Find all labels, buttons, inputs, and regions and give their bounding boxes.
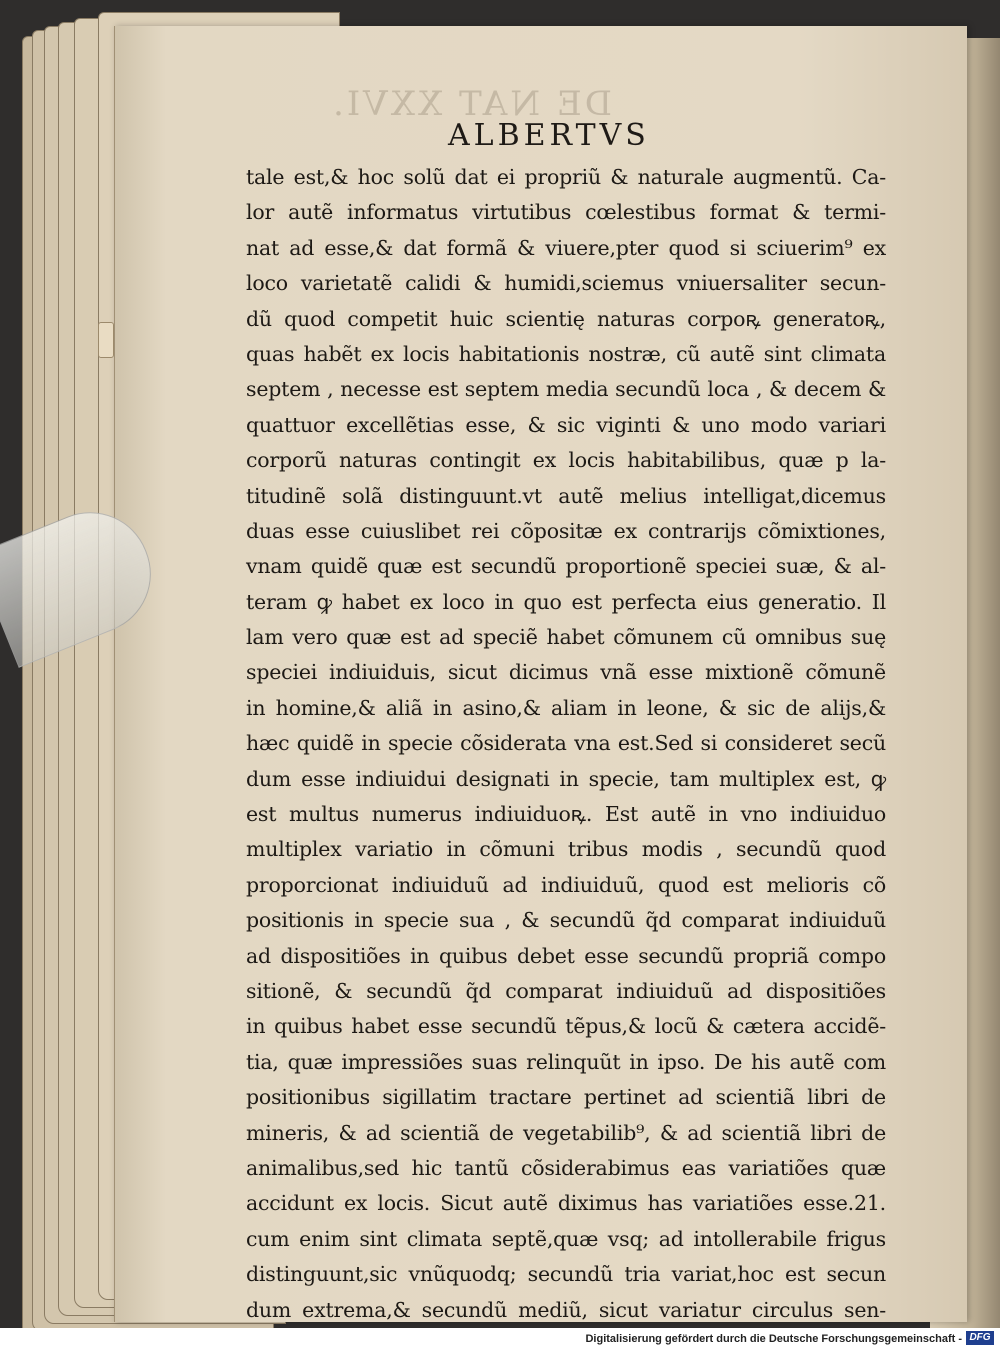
text-line: in homine,& aliã in asino,& aliam in leone, & sic de alijs,&: [246, 695, 886, 720]
text-line: corporũ naturas contingit ex locis habitabilibus, quæ p la-: [246, 448, 886, 473]
text-line: cum enim sint climata septẽ,quæ vsq; ad intollerabile frigus: [246, 1226, 886, 1251]
text-line: hæc quidẽ in specie cõsiderata vna est.Sed si consideret secũ: [246, 731, 886, 756]
text-line: septem , necesse est septem media secundũ loca , & decem &: [246, 377, 886, 402]
text-line: lor autẽ informatus virtutibus cœlestibus format & termi-: [246, 200, 886, 225]
text-line: nat ad esse,& dat formã & viuere,pter quod si sciuerim⁹ ex: [246, 235, 886, 260]
text-line: ad dispositiões in quibus debet esse secundũ propriã compo: [246, 943, 886, 968]
text-line: dum esse indiuidui designati in specie, tam multiplex est, ꝙ: [246, 766, 886, 791]
text-line: titudinẽ solã distinguunt.vt autẽ melius intelligat,dicemus: [246, 483, 886, 508]
text-line: lam vero quæ est ad speciẽ habet cõmunem cũ omnibus suę: [246, 625, 886, 650]
text-line: in quibus habet esse secundũ tẽpus,& locũ & cætera accidẽ-: [246, 1014, 886, 1039]
running-head: ALBERTVS: [448, 118, 650, 153]
text-line: quas habẽt ex locis habitationis nostræ, cũ autẽ sint climata: [246, 341, 886, 366]
text-line: tale est,& hoc solũ dat ei propriũ & naturale augmentũ. Ca-: [246, 165, 886, 189]
text-line: loco varietatẽ calidi & humidi,sciemus vniuersaliter secun-: [246, 271, 886, 296]
dfg-logo-icon: DFG: [966, 1331, 994, 1345]
text-line: dum extrema,& secundũ mediũ, sicut variatur circulus sen-: [246, 1297, 886, 1322]
footer-credit-bar: [0, 1328, 1000, 1347]
text-line: multiplex variatio in cõmuni tribus modis , secundũ quod: [246, 837, 886, 862]
text-line: vnam quidẽ quæ est secundũ proportionẽ speciei suæ, & al-: [246, 554, 886, 579]
text-line: mineris, & ad scientiã de vegetabilib⁹, & ad scientiã libri de: [246, 1120, 886, 1145]
text-line: speciei indiuiduis, sicut dicimus vnã esse mixtionẽ cõmunẽ: [246, 660, 886, 685]
page-tab: [98, 322, 114, 358]
text-line: duas esse cuiuslibet rei cõpositæ ex contrarijs cõmixtiones,: [246, 518, 886, 543]
text-line: distinguunt,sic vnũquodq; secundũ tria variat,hoc est secun: [246, 1262, 886, 1287]
body-text: [246, 160, 886, 1328]
text-line: animalibus,sed hic tantũ cõsiderabimus eas variatiões quæ: [246, 1155, 886, 1180]
text-line: accidunt ex locis. Sicut autẽ diximus has variatiões esse.21.: [246, 1191, 886, 1216]
text-line: proporcionat indiuiduũ ad indiuiduũ, quod est melioris cõ: [246, 872, 886, 897]
text-line: positionibus sigillatim tractare pertinet ad scientiã libri de: [246, 1085, 886, 1110]
text-line: positionis in specie sua , & secundũ q̃d comparat indiuiduũ: [246, 908, 886, 933]
text-line: quattuor excellẽtias esse, & sic viginti & uno modo variari: [246, 412, 886, 437]
text-line: tia, quæ impressiões suas relinquũt in ipso. De his autẽ com: [246, 1049, 886, 1074]
text-line: teram ꝙ habet ex loco in quo est perfecta eius generatio. Il: [246, 589, 886, 614]
footer-credit-text: Digitalisierung gefördert durch die Deutsche Forschungsgemeinschaft -: [585, 1333, 962, 1345]
show-through-header: DE NAT XXVI.: [330, 84, 613, 124]
text-line: dũ quod competit huic scientię naturas corpoꝶ generatoꝶ,: [246, 306, 886, 331]
text-line: sitionẽ, & secundũ q̃d comparat indiuiduũ ad dispositiões: [246, 978, 886, 1003]
text-line: est multus numerus indiuiduoꝶ. Est autẽ in vno indiuiduo: [246, 802, 886, 827]
